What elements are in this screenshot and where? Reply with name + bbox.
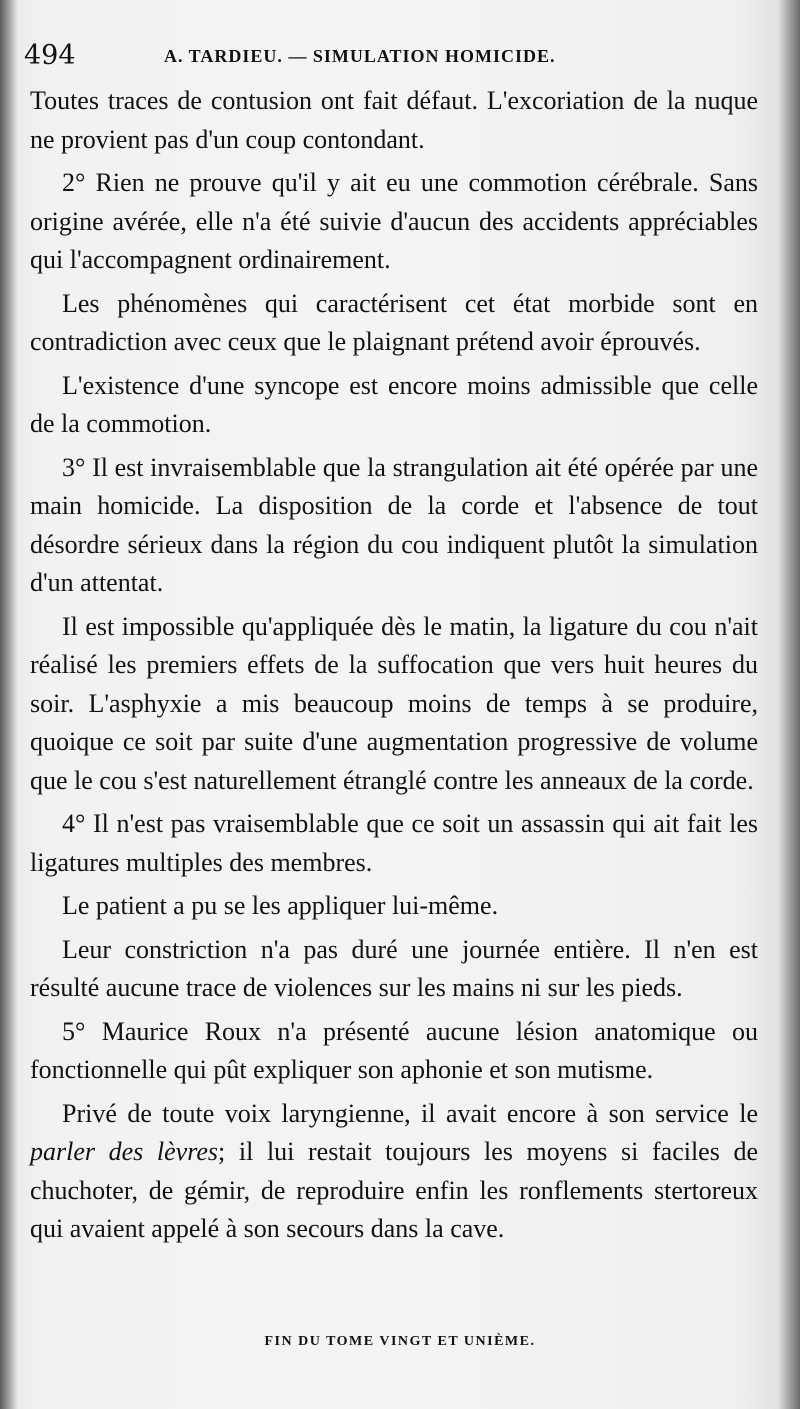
- paragraph: Il est impossible qu'appliquée dès le matin, la ligature du cou n'ait réalisé les premiers effets de la suffocation que vers huit heures du soir. L'asphyxie a mis beaucoup moins de temps à se produire, quoique ce soit par suite d'une augmentation progressive de volume que le cou s'est naturellement étranglé contre les anneaux de la corde.: [30, 611, 758, 795]
- page-header: [24, 40, 744, 76]
- running-head: A. TARDIEU. — SIMULATION HOMICIDE.: [164, 46, 556, 66]
- body-text: [30, 82, 758, 1254]
- paragraph: L'existence d'une syncope est encore moins admissible que celle de la commotion.: [30, 370, 758, 438]
- italic-phrase: parler des lèvres: [30, 1137, 219, 1166]
- paragraph: Toutes traces de contusion ont fait défaut. L'excoriation de la nuque ne provient pas d'un coup contondant.: [30, 86, 758, 154]
- paragraph: 3° Il est invraisemblable que la strangulation ait été opérée par une main homicide. La disposition de la corde et l'absence de tout désordre sérieux dans la région du cou indiquent plutôt la simulation d'un attentat.: [30, 452, 758, 597]
- page-number: 494: [24, 40, 76, 71]
- paragraph: Leur constriction n'a pas duré une journée entière. Il n'en est résulté aucune trace de violences sur les mains ni sur les pieds.: [30, 934, 758, 1002]
- volume-end-colophon: FIN DU TOME VINGT ET UNIÈME.: [264, 1334, 536, 1349]
- paragraph: Le patient a pu se les appliquer lui-même.: [62, 891, 499, 920]
- paragraph: 5° Maurice Roux n'a présenté aucune lésion anatomique ou fonctionnelle qui pût expliquer son aphonie et son mutisme.: [30, 1016, 758, 1084]
- text-run: ; il lui restait toujours les moyens si faciles de chuchoter, de gémir, de reproduire enfin les ronflements stertoreux qui avaient appelé à son secours dans la cave.: [30, 1137, 759, 1243]
- paragraph-final: [30, 1095, 758, 1249]
- text-run: Privé de toute voix laryngienne, il avait encore à son service le: [62, 1098, 758, 1128]
- paragraph: 4° Il n'est pas vraisemblable que ce soit un assassin qui ait fait les ligatures multiples des membres.: [30, 809, 758, 877]
- paragraph: Les phénomènes qui caractérisent cet état morbide sont en contradiction avec ceux que le plaignant prétend avoir éprouvés.: [30, 288, 758, 356]
- paragraph: 2° Rien ne prouve qu'il y ait eu une commotion cérébrale. Sans origine avérée, elle n'a été suivie d'aucun des accidents appréciables qui l'accompagnent ordinairement.: [30, 168, 758, 274]
